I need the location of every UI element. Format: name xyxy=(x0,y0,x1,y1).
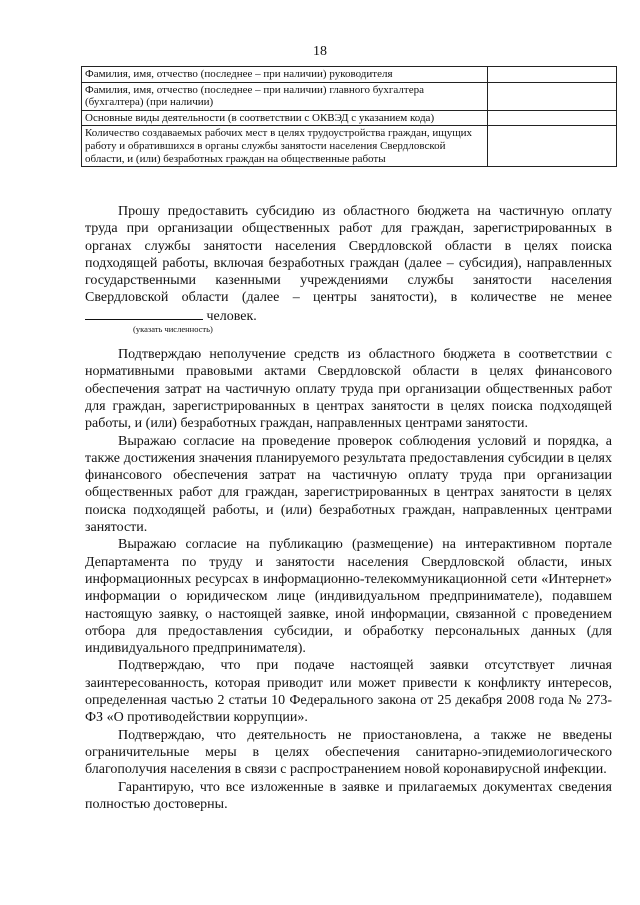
row-label-accountant: Фамилия, имя, отчество (последнее – при наличии) главного бухгалтера (бухгалтера) (при наличии) xyxy=(82,82,488,110)
row-label-jobs-count: Количество создаваемых рабочих мест в целях трудоустройства граждан, ищущих работу и обратившихся в органы службы занятости населения Свердловской области, и (или) безработных граждан на общественные работы xyxy=(82,126,488,167)
paragraph-consent-inspections: Выражаю согласие на проведение проверок соблюдения условий и порядка, а также достижения значения планируемого результата предоставления субсидии в целях финансового обеспечения затрат на частичную оплату труда при организации общественных работ для граждан, зарегистрированных в центрах занятости в целях поиска подходящей работы, и (или) безработных граждан, направленных центрами занятости. xyxy=(85,433,612,536)
table-row xyxy=(82,126,617,167)
headcount-blank-field[interactable] xyxy=(85,307,203,320)
row-label-activities: Основные виды деятельности (в соответствии с ОКВЭД с указанием кода) xyxy=(82,110,488,126)
headcount-hint: (указать численность) xyxy=(133,324,213,335)
paragraph-non-receipt: Подтверждаю неполучение средств из областного бюджета в соответствии с нормативными правовыми актами Свердловской области в целях финансового обеспечения затрат на частичную оплату труда при организации общественных работ для граждан, зарегистрированных в центрах занятости в целях поиска подходящей работы, и (или) безработных граждан, направленных центрами занятости. xyxy=(85,347,612,432)
paragraph-guarantee: Гарантирую, что все изложенные в заявке и прилагаемых документах сведения полностью достоверны. xyxy=(85,779,612,812)
applicant-info-table xyxy=(81,66,617,167)
application-body xyxy=(85,203,612,813)
table-row xyxy=(82,67,617,83)
page-number: 18 xyxy=(313,44,327,59)
row-label-director: Фамилия, имя, отчество (последнее – при наличии) руководителя xyxy=(82,67,488,83)
row-value-activities[interactable] xyxy=(488,110,617,126)
paragraph-consent-publication: Выражаю согласие на публикацию (размещение) на интерактивном портале Департамента по труду и занятости населения Свердловской области, иных информационных ресурсах в информационно-телекоммуникационной сети «Интернет» информации о юридическом лице (индивидуальном предпринимателе), подавшем настоящую заявку, о настоящей заявке, иной информации, связанной с проведением отбора для предоставления субсидии, и обработку персональных данных (для индивидуального предпринимателя). xyxy=(85,537,612,657)
paragraph-request-tail: человек. xyxy=(206,308,257,324)
paragraph-not-suspended: Подтверждаю, что деятельность не приостановлена, а также не введены ограничительные меры в целях обеспечения санитарно-эпидемиологического благополучия населения в связи с распространением новой коронавирусной инфекции. xyxy=(85,727,612,778)
table-row xyxy=(82,82,617,110)
row-value-accountant[interactable] xyxy=(488,82,617,110)
paragraph-request xyxy=(85,203,612,334)
table-row xyxy=(82,110,617,126)
row-value-director[interactable] xyxy=(488,67,617,83)
paragraph-no-conflict: Подтверждаю, что при подаче настоящей заявки отсутствует личная заинтересованность, которая приводит или может привести к конфликту интересов, определенная частью 2 статьи 10 Федерального закона от 25 декабря 2008 года № 273-ФЗ «О противодействии коррупции». xyxy=(85,658,612,726)
paragraph-request-text: Прошу предоставить субсидию из областного бюджета на частичную оплату труда при организации общественных работ для граждан, зарегистрированных в органах службы занятости населения Свердловской области в целях поиска подходящей работы, включая безработных граждан (далее – субсидия), направленных государственными казенными учреждениями службы занятости населения Свердловской области (далее – центры занятости), в количестве не менее xyxy=(85,204,612,306)
row-value-jobs-count[interactable] xyxy=(488,126,617,167)
